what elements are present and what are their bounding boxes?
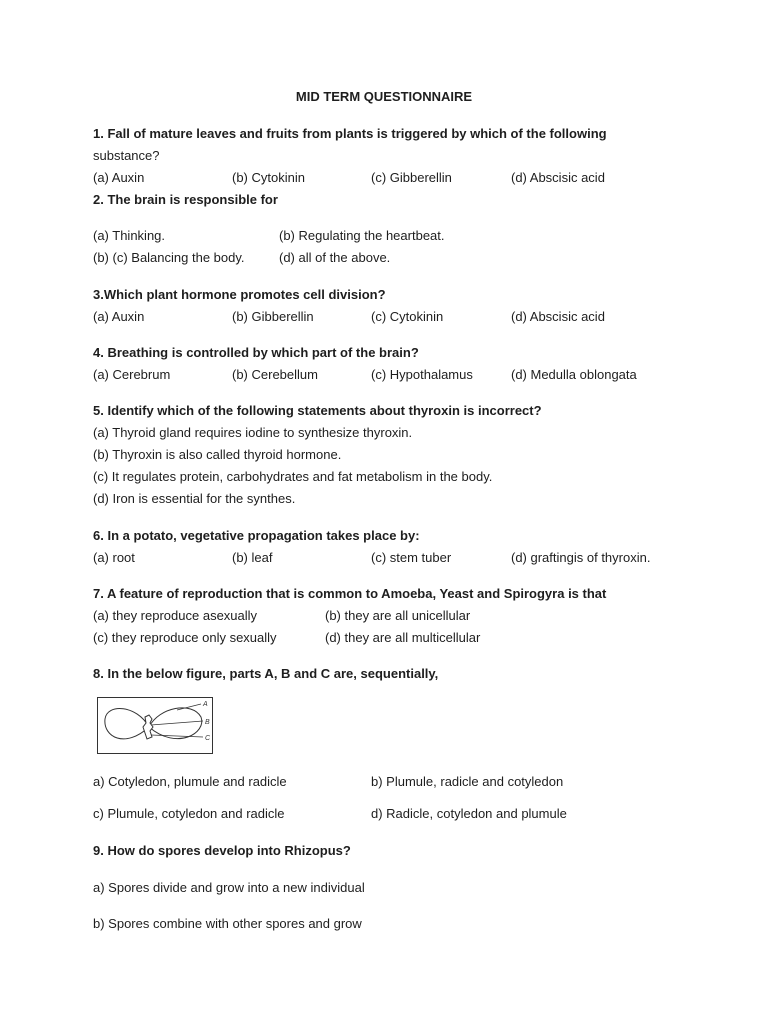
seed-embryo-figure (97, 697, 213, 754)
question-7: 7. A feature of reproduction that is common to Amoeba, Yeast and Spirogyra is that (93, 586, 607, 601)
q9-option-a: a) Spores divide and grow into a new individual (93, 880, 365, 895)
q5-option-b: (b) Thyroxin is also called thyroid hormone. (93, 447, 342, 462)
q7-option-a: (a) they reproduce asexually (93, 608, 258, 623)
q2-option-a: (a) Thinking. (93, 228, 166, 243)
q5-option-c: (c) It regulates protein, carbohydrates and fat metabolism in the body. (93, 469, 493, 484)
q6-option-c: (c) stem tuber (371, 550, 452, 565)
q5-option-d: (d) Iron is essential for the synthes. (93, 491, 296, 506)
question-1: 1. Fall of mature leaves and fruits from plants is triggered by which of the following (93, 126, 607, 141)
q8-option-a: a) Cotyledon, plumule and radicle (93, 774, 287, 789)
q1-option-a: (a) Auxin (93, 170, 145, 185)
figure-label-c: C (205, 735, 211, 742)
q4-option-b: (b) Cerebellum (232, 367, 318, 382)
q6-option-a: (a) root (93, 550, 135, 565)
q7-option-b: (b) they are all unicellular (325, 608, 471, 623)
q6-option-d: (d) graftingis of thyroxin. (511, 550, 651, 565)
q8-option-c: c) Plumule, cotyledon and radicle (93, 806, 285, 821)
q2-option-b: (b) Regulating the heartbeat. (279, 228, 445, 243)
q4-option-d: (d) Medulla oblongata (511, 367, 637, 382)
question-8: 8. In the below figure, parts A, B and C are, sequentially, (93, 666, 439, 681)
question-2: 2. The brain is responsible for (93, 192, 278, 207)
q3-option-a: (a) Auxin (93, 309, 145, 324)
q2-option-c: (b) (c) Balancing the body. (93, 250, 245, 265)
question-3: 3.Which plant hormone promotes cell division? (93, 287, 386, 302)
question-1-continued: substance? (93, 148, 160, 163)
q4-option-c: (c) Hypothalamus (371, 367, 473, 382)
q6-option-b: (b) leaf (232, 550, 273, 565)
figure-label-a: A (203, 701, 208, 708)
page-title: MID TERM QUESTIONNAIRE (295, 89, 473, 104)
q1-option-c: (c) Gibberellin (371, 170, 452, 185)
q7-option-c: (c) they reproduce only sexually (93, 630, 277, 645)
q9-option-b: b) Spores combine with other spores and grow (93, 916, 362, 931)
q3-option-b: (b) Gibberellin (232, 309, 314, 324)
question-6: 6. In a potato, vegetative propagation takes place by: (93, 528, 420, 543)
q1-option-b: (b) Cytokinin (232, 170, 305, 185)
question-4: 4. Breathing is controlled by which part of the brain? (93, 345, 419, 360)
q4-option-a: (a) Cerebrum (93, 367, 171, 382)
q7-option-d: (d) they are all multicellular (325, 630, 481, 645)
q8-option-b: b) Plumule, radicle and cotyledon (371, 774, 564, 789)
question-9: 9. How do spores develop into Rhizopus? (93, 843, 351, 858)
q3-option-c: (c) Cytokinin (371, 309, 444, 324)
figure-label-b: B (205, 719, 210, 726)
q5-option-a: (a) Thyroid gland requires iodine to synthesize thyroxin. (93, 425, 413, 440)
q1-option-d: (d) Abscisic acid (511, 170, 605, 185)
q2-option-d: (d) all of the above. (279, 250, 391, 265)
q8-option-d: d) Radicle, cotyledon and plumule (371, 806, 567, 821)
q3-option-d: (d) Abscisic acid (511, 309, 605, 324)
question-5: 5. Identify which of the following statements about thyroxin is incorrect? (93, 403, 542, 418)
